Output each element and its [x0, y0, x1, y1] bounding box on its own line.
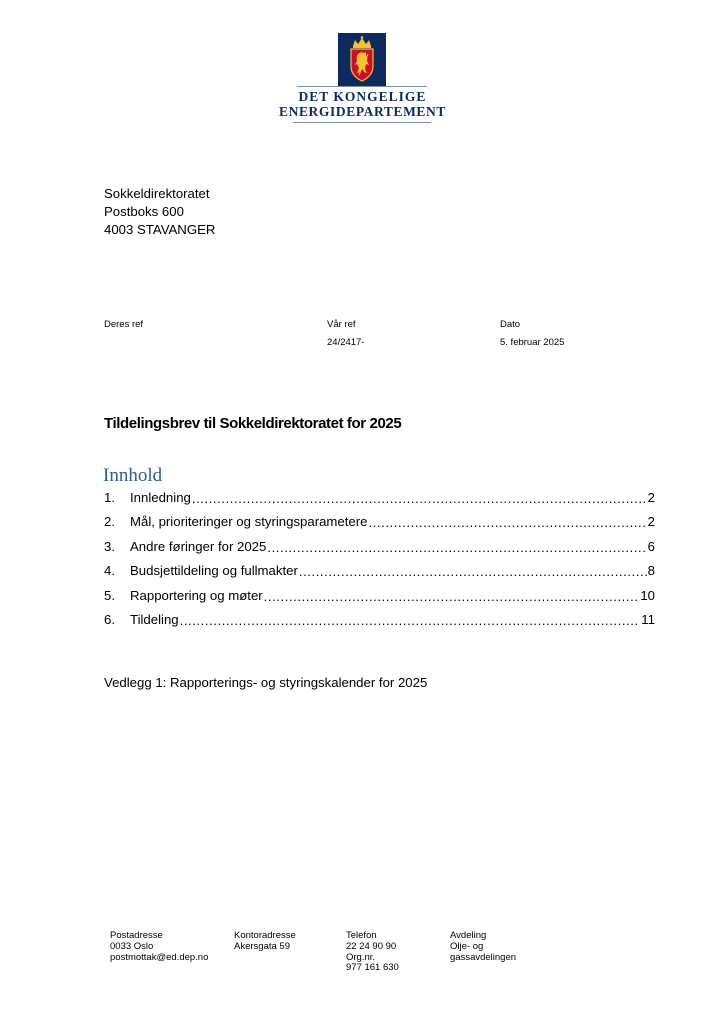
dato-label: Dato	[500, 319, 521, 330]
toc-entry-2[interactable]	[104, 514, 655, 538]
toc-label: Budsjettildeling og fullmakter	[130, 563, 298, 579]
footer-postadresse	[110, 931, 208, 963]
footer-label: Telefon	[346, 930, 377, 941]
toc-number: 6.	[104, 611, 115, 627]
toc-leader-dots	[368, 515, 646, 530]
footer-value: Akersgata 59	[234, 940, 290, 952]
toc-number: 2.	[104, 514, 115, 530]
dato-value: 5. februar 2025	[500, 337, 565, 348]
crown-lion-shield-icon	[338, 33, 386, 86]
toc-page-number: 2	[647, 490, 655, 505]
footer-value: gassavdelingen	[450, 951, 517, 963]
toc-entry-4[interactable]	[104, 563, 655, 587]
footer-email[interactable]: postmottak@ed.dep.no	[110, 951, 209, 963]
footer-value: 977 161 630	[346, 962, 399, 974]
toc-label: Rapportering og møter	[130, 587, 263, 603]
toc-page-number: 8	[647, 563, 655, 579]
recipient-postal: 4003 STAVANGER	[104, 222, 216, 237]
header-rule-bottom	[293, 122, 431, 123]
footer-telefon	[346, 931, 399, 974]
toc-page-number: 11	[641, 611, 655, 627]
toc-entry-1[interactable]	[104, 490, 655, 514]
deres-ref-label: Deres ref	[104, 319, 144, 330]
letter-subject: Tildelingsbrev til Sokkeldirektoratet for 2025	[104, 415, 402, 432]
footer-kontoradresse	[234, 931, 296, 953]
toc-entry-6[interactable]	[104, 612, 655, 636]
footer-avdeling	[450, 931, 516, 963]
toc-leader-dots	[299, 564, 647, 579]
recipient-postbox: Postboks 600	[104, 204, 184, 219]
recipient-name: Sokkeldirektoratet	[104, 186, 210, 201]
footer-label: Org.nr.	[346, 951, 376, 963]
toc-label: Andre føringer for 2025	[130, 538, 267, 554]
toc-entry-3[interactable]	[104, 539, 655, 563]
toc-number: 1.	[104, 490, 115, 505]
toc-label: Mål, prioriteringer og styringsparametere	[130, 514, 368, 530]
toc-title: Innhold	[103, 465, 163, 486]
toc-number: 3.	[104, 538, 115, 554]
toc-number: 4.	[104, 563, 115, 579]
footer-phone: 22 24 90 90	[346, 940, 397, 952]
recipient-address	[104, 185, 215, 239]
footer-label: Postadresse	[110, 930, 163, 941]
toc-number: 5.	[104, 587, 115, 603]
attachment-note: Vedlegg 1: Rapporterings- og styringskalender for 2025	[104, 675, 428, 690]
header-rule-top	[297, 86, 427, 87]
var-ref-value: 24/2417-	[327, 337, 365, 348]
coat-of-arms-logo	[338, 33, 386, 86]
toc-label: Innledning	[130, 490, 191, 505]
footer-label: Avdeling	[450, 930, 487, 941]
table-of-contents	[104, 490, 655, 636]
toc-page-number: 6	[647, 538, 655, 554]
toc-leader-dots	[264, 589, 640, 604]
footer-label: Kontoradresse	[234, 930, 296, 941]
toc-leader-dots	[180, 613, 641, 628]
toc-leader-dots	[192, 491, 647, 506]
department-name-line2: ENERGIDEPARTEMENT	[279, 104, 446, 119]
toc-leader-dots	[267, 540, 646, 555]
toc-entry-5[interactable]	[104, 588, 655, 612]
footer-value: 0033 Oslo	[110, 940, 154, 952]
toc-page-number: 10	[640, 587, 655, 603]
toc-page-number: 2	[647, 514, 655, 530]
department-name-line1: DET KONGELIGE	[298, 89, 427, 104]
footer-value: Olje- og	[450, 940, 484, 952]
toc-label: Tildeling	[130, 611, 179, 627]
var-ref-label: Vår ref	[327, 319, 356, 330]
